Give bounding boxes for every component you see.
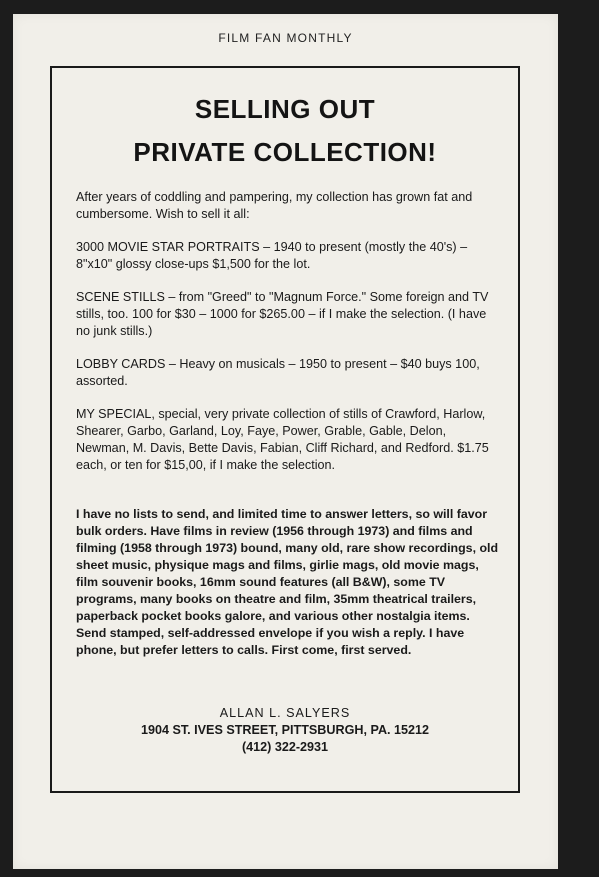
lobby-cards-paragraph	[76, 356, 502, 390]
ad-title-line2: PRIVATE COLLECTION!	[133, 137, 437, 167]
seller-signature	[52, 705, 518, 756]
ad-title-line1: SELLING OUT	[194, 94, 376, 124]
advertisement-box	[50, 66, 520, 793]
scene-stills-text: SCENE STILLS – from "Greed" to "Magnum Force." Some foreign and TV stills, too. 100 for $30 – 1000 for $265.00 – if I make the selection. (I have no junk stills.)	[76, 290, 489, 338]
lists-text: I have no lists to send, and limited time to answer letters, so will favor bulk orders. Have films in review (1956 through 1973) and films and filming (1958 through 1973) bound, many old, rare show recordings, old sheet music, physique mags and films, girlie mags, old movie mags, film souvenir books, 16mm sound features (all B&W), some TV programs, many books on theatre and film, 35mm theatrical trailers, paperback pocket books galore, and various other nostalgia items. Send stamped, self-addressed envelope if you wish a reply. I have phone, but prefer letters to calls. First come, first served.	[76, 507, 499, 657]
seller-address: 1904 ST. IVES STREET, PITTSBURGH, PA. 15212	[140, 723, 430, 737]
portraits-paragraph	[76, 239, 502, 273]
magazine-page	[13, 14, 558, 869]
lobby-cards-text: LOBBY CARDS – Heavy on musicals – 1950 to present – $40 buys 100, assorted.	[76, 357, 480, 388]
special-collection-paragraph	[76, 406, 502, 474]
scene-stills-paragraph	[76, 289, 502, 340]
special-collection-text: MY SPECIAL, special, very private collection of stills of Crawford, Harlow, Shearer, Garbo, Garland, Loy, Faye, Power, Grable, Gable, Delon, Newman, M. Davis, Bette Davis, Fabian, Cliff Richard, and Redford. $1.75 each, or ten for $15,00, if I make the selection.	[76, 407, 489, 472]
intro-text: After years of coddling and pampering, my collection has grown fat and cumbersome. Wish to sell it all:	[76, 190, 473, 221]
magazine-header: FILM FAN MONTHLY	[218, 31, 353, 45]
portraits-text: 3000 MOVIE STAR PORTRAITS – 1940 to present (mostly the 40's) – 8"x10" glossy close-ups $1,500 for the lot.	[76, 240, 468, 271]
intro-paragraph	[76, 189, 502, 223]
seller-phone: (412) 322-2931	[241, 740, 329, 754]
seller-name: ALLAN L. SALYERS	[219, 706, 351, 720]
lists-paragraph	[76, 506, 502, 659]
